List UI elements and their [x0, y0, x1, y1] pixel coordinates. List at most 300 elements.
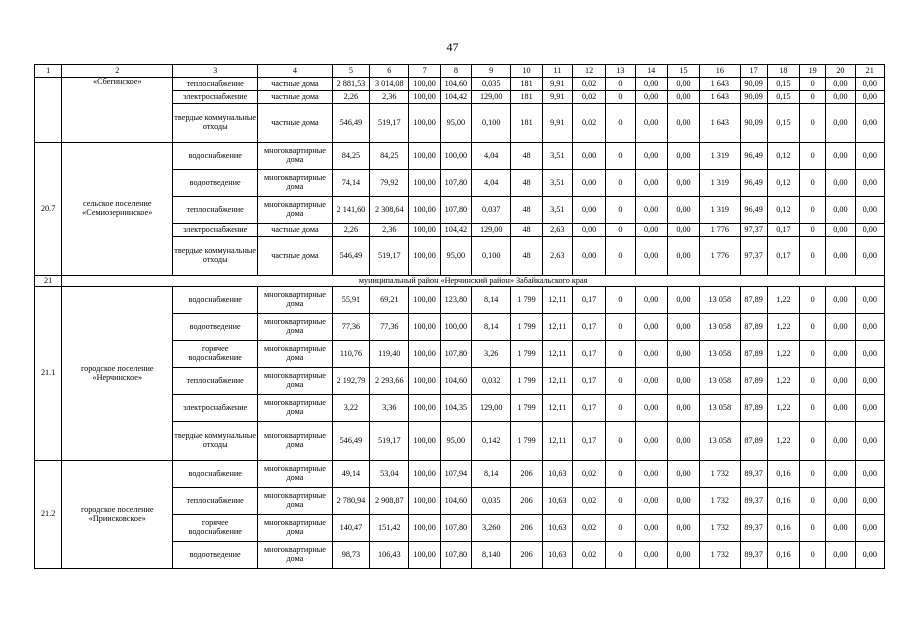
table-cell: 1 643 [700, 78, 740, 91]
table-cell: 79,92 [370, 170, 409, 197]
table-cell: 0,00 [572, 237, 605, 276]
table-cell: 2,26 [332, 91, 369, 104]
column-number: 8 [440, 65, 471, 78]
table-cell: 0,00 [635, 395, 667, 422]
table-cell: 0,17 [572, 341, 605, 368]
column-number: 1 [35, 65, 62, 78]
table-cell: 0 [606, 542, 635, 569]
settlement-name: городское поселение «Приисковское» [62, 461, 173, 569]
table-cell: 104,60 [440, 488, 471, 515]
table-cell: 2 308,64 [370, 197, 409, 224]
table-cell: 98,73 [332, 542, 369, 569]
table-cell: 0,00 [855, 170, 884, 197]
table-cell: 1 732 [700, 488, 740, 515]
table-cell: 0,17 [767, 237, 799, 276]
table-cell: 546,49 [332, 104, 369, 143]
service-type: твердые коммунальные отходы [173, 104, 258, 143]
settlement-name: «Сбегинское» [62, 78, 173, 143]
table-cell: 100,00 [409, 314, 440, 341]
table-cell: 100,00 [409, 197, 440, 224]
table-cell: 100,00 [409, 542, 440, 569]
column-number: 20 [826, 65, 855, 78]
table-cell: 89,37 [740, 515, 767, 542]
table-row [35, 461, 885, 488]
table-cell: 13 058 [700, 287, 740, 314]
column-number: 11 [542, 65, 572, 78]
table-cell: 0 [606, 422, 635, 461]
table-cell: 89,37 [740, 542, 767, 569]
table-cell: 87,89 [740, 395, 767, 422]
housing-type: многоквартирные дома [258, 461, 333, 488]
table-cell: 3 014,08 [370, 78, 409, 91]
table-cell: 0,00 [635, 224, 667, 237]
table-cell: 100,00 [409, 461, 440, 488]
table-cell: 106,43 [370, 542, 409, 569]
table-cell: 140,47 [332, 515, 369, 542]
table-cell: 0,00 [667, 395, 699, 422]
table-cell: 0 [800, 78, 826, 91]
table-cell: 129,00 [472, 224, 511, 237]
table-cell: 100,00 [409, 104, 440, 143]
service-type: электроснабжение [173, 224, 258, 237]
table-cell: 0,16 [767, 542, 799, 569]
table-cell: 0 [800, 143, 826, 170]
table-cell: 206 [511, 461, 542, 488]
table-cell: 0,00 [855, 78, 884, 91]
table-cell: 48 [511, 143, 542, 170]
table-cell: 0,00 [635, 170, 667, 197]
table-cell: 0 [800, 197, 826, 224]
table-cell: 0 [800, 461, 826, 488]
column-number: 15 [667, 65, 699, 78]
table-cell: 0 [800, 314, 826, 341]
table-cell: 0 [606, 515, 635, 542]
column-number: 10 [511, 65, 542, 78]
table-cell: 206 [511, 542, 542, 569]
column-number: 12 [572, 65, 605, 78]
table-cell: 107,80 [440, 170, 471, 197]
table-cell: 0,00 [667, 237, 699, 276]
table-cell: 12,11 [542, 368, 572, 395]
column-number: 9 [472, 65, 511, 78]
table-cell: 546,49 [332, 422, 369, 461]
housing-type: многоквартирные дома [258, 422, 333, 461]
table-cell: 0,02 [572, 78, 605, 91]
table-cell: 0 [800, 287, 826, 314]
service-type: водоснабжение [173, 461, 258, 488]
table-cell: 1 799 [511, 341, 542, 368]
table-cell: 87,89 [740, 314, 767, 341]
table-cell: 0,00 [667, 91, 699, 104]
table-cell: 0,00 [826, 170, 855, 197]
column-number: 6 [370, 65, 409, 78]
housing-type: многоквартирные дома [258, 287, 333, 314]
table-cell: 0,00 [826, 395, 855, 422]
service-type: водоотведение [173, 170, 258, 197]
service-type: теплоснабжение [173, 488, 258, 515]
table-cell: 0 [606, 91, 635, 104]
column-number: 16 [700, 65, 740, 78]
table-cell: 0,00 [826, 314, 855, 341]
service-type: электроснабжение [173, 91, 258, 104]
table-cell: 0,17 [572, 368, 605, 395]
table-row [35, 287, 885, 314]
table-cell: 0 [800, 104, 826, 143]
service-type: горячее водоснабжение [173, 515, 258, 542]
table-cell: 0,100 [472, 237, 511, 276]
table-cell: 10,63 [542, 461, 572, 488]
table-cell: 1,22 [767, 422, 799, 461]
table-cell: 104,35 [440, 395, 471, 422]
table-cell: 107,80 [440, 542, 471, 569]
housing-type: частные дома [258, 78, 333, 91]
table-cell: 95,00 [440, 237, 471, 276]
table-cell: 1 643 [700, 104, 740, 143]
row-number: 21.1 [35, 287, 62, 461]
table-cell: 104,60 [440, 78, 471, 91]
table-cell: 0 [606, 461, 635, 488]
housing-type: многоквартирные дома [258, 143, 333, 170]
settlement-name: городское поселение «Нерчинское» [62, 287, 173, 461]
table-cell: 53,04 [370, 461, 409, 488]
table-cell: 129,00 [472, 395, 511, 422]
table-cell: 151,42 [370, 515, 409, 542]
table-cell: 0,12 [767, 170, 799, 197]
table-cell: 2 192,79 [332, 368, 369, 395]
table-cell: 96,49 [740, 197, 767, 224]
table-cell: 0,00 [667, 368, 699, 395]
table-cell: 0,00 [667, 143, 699, 170]
table-cell: 100,00 [409, 368, 440, 395]
table-cell: 0,00 [572, 197, 605, 224]
table-cell: 0,12 [767, 143, 799, 170]
service-type: электроснабжение [173, 395, 258, 422]
table-cell: 1,22 [767, 314, 799, 341]
table-cell: 0 [800, 515, 826, 542]
table-cell: 12,11 [542, 287, 572, 314]
service-type: водоотведение [173, 542, 258, 569]
housing-type: частные дома [258, 224, 333, 237]
table-cell: 96,49 [740, 170, 767, 197]
table-cell: 0 [606, 170, 635, 197]
service-type: водоснабжение [173, 287, 258, 314]
table-cell: 0,16 [767, 515, 799, 542]
housing-type: многоквартирные дома [258, 341, 333, 368]
table-cell: 129,00 [472, 91, 511, 104]
column-number: 3 [173, 65, 258, 78]
table-cell: 0,00 [855, 237, 884, 276]
table-cell: 100,00 [409, 341, 440, 368]
table-cell: 97,37 [740, 224, 767, 237]
table-cell: 1 732 [700, 542, 740, 569]
table-cell: 84,25 [332, 143, 369, 170]
table-cell: 1 732 [700, 515, 740, 542]
tariff-table [34, 64, 885, 569]
table-cell: 0,16 [767, 461, 799, 488]
table-cell: 1,22 [767, 368, 799, 395]
table-cell: 0,00 [826, 488, 855, 515]
table-cell: 100,00 [409, 488, 440, 515]
table-cell: 104,42 [440, 91, 471, 104]
table-cell: 0,02 [572, 515, 605, 542]
table-cell: 0,00 [635, 341, 667, 368]
table-cell: 0 [606, 314, 635, 341]
district-row [35, 276, 885, 287]
table-cell: 87,89 [740, 341, 767, 368]
table-cell: 0,00 [667, 461, 699, 488]
table-cell: 0,00 [635, 461, 667, 488]
table-cell: 0 [606, 237, 635, 276]
table-cell: 0,00 [572, 170, 605, 197]
table-cell: 1,22 [767, 287, 799, 314]
table-cell: 100,00 [409, 91, 440, 104]
table-cell: 546,49 [332, 237, 369, 276]
table-cell: 13 058 [700, 422, 740, 461]
table-cell: 87,89 [740, 368, 767, 395]
service-type: твердые коммунальные отходы [173, 422, 258, 461]
table-cell: 89,37 [740, 461, 767, 488]
table-cell: 1,22 [767, 341, 799, 368]
table-cell: 2,63 [542, 224, 572, 237]
table-cell: 13 058 [700, 314, 740, 341]
row-number [35, 78, 62, 143]
table-cell: 100,00 [409, 237, 440, 276]
service-type: теплоснабжение [173, 197, 258, 224]
table-cell: 8,14 [472, 461, 511, 488]
table-cell: 0,100 [472, 104, 511, 143]
table-cell: 4,04 [472, 143, 511, 170]
table-cell: 107,80 [440, 515, 471, 542]
table-cell: 0 [800, 224, 826, 237]
table-cell: 3,51 [542, 197, 572, 224]
table-cell: 3,51 [542, 143, 572, 170]
table-cell: 181 [511, 91, 542, 104]
column-number: 2 [62, 65, 173, 78]
table-cell: 0,00 [826, 237, 855, 276]
table-cell: 100,00 [409, 287, 440, 314]
table-cell: 2,63 [542, 237, 572, 276]
table-cell: 0,00 [855, 488, 884, 515]
table-cell: 0,00 [826, 143, 855, 170]
column-number: 17 [740, 65, 767, 78]
table-cell: 0,00 [826, 78, 855, 91]
table-cell: 1 799 [511, 422, 542, 461]
table-cell: 96,49 [740, 143, 767, 170]
table-cell: 0,15 [767, 91, 799, 104]
table-cell: 0,00 [635, 104, 667, 143]
table-cell: 519,17 [370, 104, 409, 143]
table-cell: 519,17 [370, 237, 409, 276]
table-cell: 95,00 [440, 422, 471, 461]
table-cell: 0,00 [826, 542, 855, 569]
table-cell: 2 881,53 [332, 78, 369, 91]
column-number: 4 [258, 65, 333, 78]
service-type: водоснабжение [173, 143, 258, 170]
table-cell: 8,14 [472, 287, 511, 314]
table-cell: 48 [511, 170, 542, 197]
table-cell: 0,00 [855, 422, 884, 461]
table-cell: 0,00 [855, 515, 884, 542]
table-cell: 0,00 [826, 197, 855, 224]
table-row [35, 78, 885, 91]
table-cell: 0,00 [855, 197, 884, 224]
table-cell: 12,11 [542, 314, 572, 341]
table-cell: 0,00 [855, 287, 884, 314]
table-cell: 1 799 [511, 287, 542, 314]
table-cell: 69,21 [370, 287, 409, 314]
table-cell: 0 [800, 341, 826, 368]
table-cell: 0,00 [855, 314, 884, 341]
table-cell: 119,40 [370, 341, 409, 368]
table-cell: 0,00 [635, 488, 667, 515]
column-number: 5 [332, 65, 369, 78]
table-cell: 107,80 [440, 341, 471, 368]
table-cell: 0 [606, 224, 635, 237]
table-cell: 0 [606, 368, 635, 395]
table-cell: 0,037 [472, 197, 511, 224]
table-cell: 104,60 [440, 368, 471, 395]
column-number: 13 [606, 65, 635, 78]
table-cell: 0,15 [767, 104, 799, 143]
column-number-row [35, 65, 885, 78]
housing-type: многоквартирные дома [258, 488, 333, 515]
table-cell: 3,51 [542, 170, 572, 197]
row-number: 21.2 [35, 461, 62, 569]
table-cell: 0,032 [472, 368, 511, 395]
table-cell: 0 [606, 287, 635, 314]
table-cell: 1 799 [511, 314, 542, 341]
table-cell: 0,00 [855, 395, 884, 422]
table-cell: 49,14 [332, 461, 369, 488]
table-cell: 206 [511, 515, 542, 542]
table-cell: 0,17 [572, 314, 605, 341]
table-cell: 100,00 [409, 224, 440, 237]
table-cell: 0,00 [855, 341, 884, 368]
table-cell: 2 293,66 [370, 368, 409, 395]
housing-type: многоквартирные дома [258, 170, 333, 197]
table-cell: 0,00 [635, 197, 667, 224]
table-cell: 95,00 [440, 104, 471, 143]
table-cell: 1 643 [700, 91, 740, 104]
table-cell: 0,00 [667, 422, 699, 461]
table-cell: 0,02 [572, 104, 605, 143]
housing-type: частные дома [258, 104, 333, 143]
table-cell: 0,00 [667, 104, 699, 143]
table-cell: 13 058 [700, 341, 740, 368]
table-cell: 0,00 [855, 461, 884, 488]
column-number: 7 [409, 65, 440, 78]
table-cell: 0,12 [767, 197, 799, 224]
table-cell: 0,02 [572, 461, 605, 488]
table-cell: 0,17 [572, 287, 605, 314]
service-type: горячее водоснабжение [173, 341, 258, 368]
table-cell: 89,37 [740, 488, 767, 515]
table-cell: 206 [511, 488, 542, 515]
housing-type: частные дома [258, 91, 333, 104]
table-cell: 3,26 [472, 341, 511, 368]
table-cell: 0,00 [855, 143, 884, 170]
column-number: 18 [767, 65, 799, 78]
table-cell: 8,140 [472, 542, 511, 569]
housing-type: многоквартирные дома [258, 542, 333, 569]
table-cell: 77,36 [370, 314, 409, 341]
table-cell: 0,00 [855, 542, 884, 569]
service-type: теплоснабжение [173, 368, 258, 395]
table-cell: 0,00 [826, 341, 855, 368]
column-number: 14 [635, 65, 667, 78]
table-cell: 104,42 [440, 224, 471, 237]
table-cell: 0 [800, 91, 826, 104]
table-cell: 0,00 [635, 542, 667, 569]
table-cell: 9,91 [542, 91, 572, 104]
table-cell: 1 776 [700, 224, 740, 237]
table-cell: 0,02 [572, 488, 605, 515]
row-number: 20.7 [35, 143, 62, 276]
table-cell: 0 [800, 170, 826, 197]
table-cell: 0,00 [635, 287, 667, 314]
table-cell: 107,80 [440, 197, 471, 224]
table-cell: 0,00 [667, 488, 699, 515]
table-cell: 10,63 [542, 515, 572, 542]
table-cell: 55,91 [332, 287, 369, 314]
table-cell: 0,00 [826, 91, 855, 104]
housing-type: многоквартирные дома [258, 515, 333, 542]
table-cell: 13 058 [700, 368, 740, 395]
table-cell: 90,09 [740, 78, 767, 91]
table-cell: 0,02 [572, 91, 605, 104]
table-cell: 100,00 [409, 422, 440, 461]
table-cell: 9,91 [542, 104, 572, 143]
row-number: 21 [35, 276, 62, 287]
table-cell: 90,09 [740, 91, 767, 104]
table-cell: 13 058 [700, 395, 740, 422]
table-cell: 77,36 [332, 314, 369, 341]
table-cell: 0,15 [767, 78, 799, 91]
table-cell: 0,17 [572, 422, 605, 461]
table-cell: 1 319 [700, 143, 740, 170]
column-number: 21 [855, 65, 884, 78]
table-cell: 0,00 [635, 78, 667, 91]
table-cell: 74,14 [332, 170, 369, 197]
table-cell: 0 [800, 395, 826, 422]
housing-type: многоквартирные дома [258, 197, 333, 224]
table-cell: 0,00 [855, 368, 884, 395]
table-cell: 0 [800, 237, 826, 276]
table-cell: 0,16 [767, 488, 799, 515]
table-cell: 0,00 [635, 422, 667, 461]
table-cell: 0,00 [826, 422, 855, 461]
housing-type: частные дома [258, 237, 333, 276]
table-cell: 12,11 [542, 341, 572, 368]
table-cell: 2,36 [370, 224, 409, 237]
table-cell: 2 780,94 [332, 488, 369, 515]
table-cell: 0,00 [667, 314, 699, 341]
table-cell: 100,00 [440, 143, 471, 170]
table-cell: 1 776 [700, 237, 740, 276]
table-cell: 0,00 [826, 515, 855, 542]
table-cell: 0,00 [667, 224, 699, 237]
table-cell: 181 [511, 104, 542, 143]
table-cell: 0,00 [667, 341, 699, 368]
table-cell: 9,91 [542, 78, 572, 91]
table-cell: 0 [800, 422, 826, 461]
table-cell: 3,22 [332, 395, 369, 422]
service-type: твердые коммунальные отходы [173, 237, 258, 276]
table-cell: 0,00 [667, 287, 699, 314]
table-cell: 0,035 [472, 488, 511, 515]
table-cell: 0,17 [572, 395, 605, 422]
table-cell: 100,00 [409, 78, 440, 91]
